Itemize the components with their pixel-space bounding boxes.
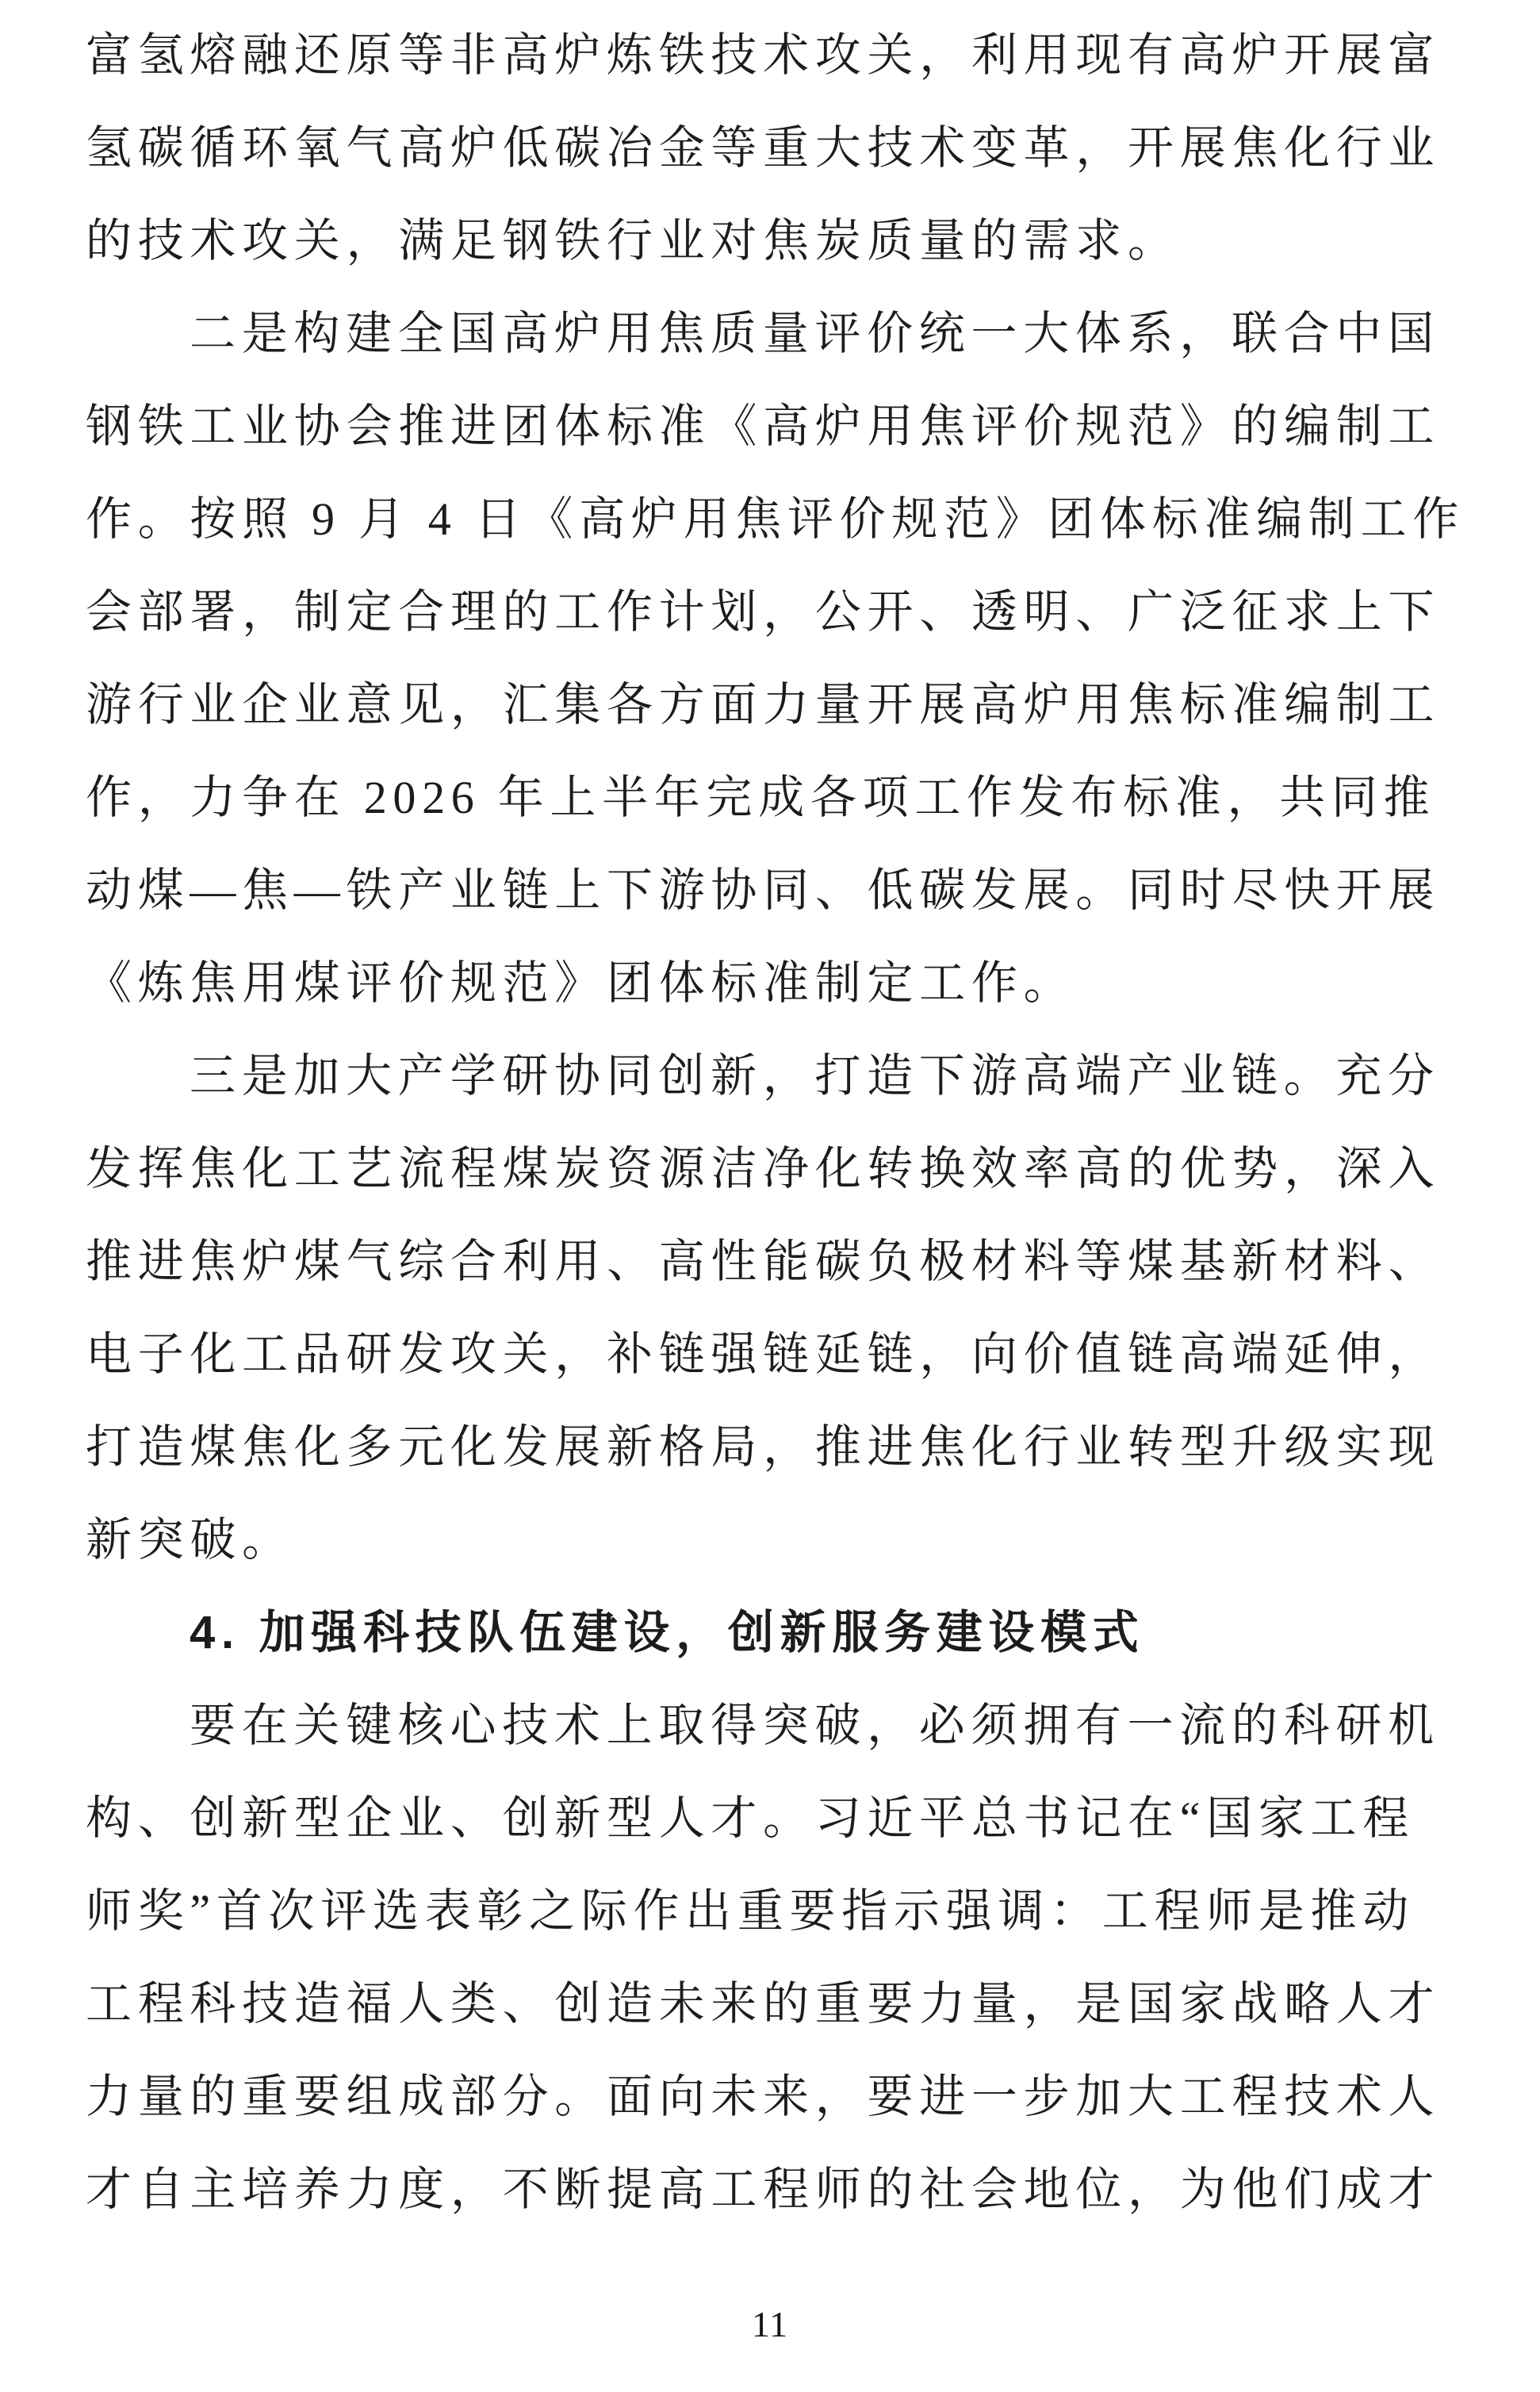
section-heading: 4. 加强科技队伍建设，创新服务建设模式 — [190, 1607, 1145, 1658]
text-line: 才自主培养力度，不断提高工程师的社会地位，为他们成才 — [86, 2164, 1441, 2215]
text-line: 发挥焦化工艺流程煤炭资源洁净化转换效率高的优势，深入 — [86, 1143, 1441, 1194]
text-line: 电子化工品研发攻关，补链强链延链，向价值链高端延伸， — [86, 1328, 1441, 1380]
text-line: 构、创新型企业、创新型人才。习近平总书记在“国家工程 — [86, 1792, 1415, 1844]
text-line: 《炼焦用煤评价规范》团体标准制定工作。 — [86, 957, 1076, 1009]
text-line: 游行业企业意见，汇集各方面力量开展高炉用焦标准编制工 — [86, 679, 1441, 730]
paragraph-first-line: 三是加大产学研协同创新，打造下游高端产业链。充分 — [190, 1050, 1440, 1102]
paragraph-first-line: 要在关键核心技术上取得突破，必须拥有一流的科研机 — [190, 1700, 1440, 1751]
text-line: 富氢熔融还原等非高炉炼铁技术攻关，利用现有高炉开展富 — [86, 29, 1441, 81]
text-line: 会部署，制定合理的工作计划，公开、透明、广泛征求上下 — [86, 586, 1441, 638]
paragraph-first-line: 二是构建全国高炉用焦质量评价统一大体系，联合中国 — [190, 308, 1440, 359]
document-body — [86, 9, 1465, 2236]
text-line: 钢铁工业协会推进团体标准《高炉用焦评价规范》的编制工 — [86, 401, 1441, 452]
text-line: 氢碳循环氧气高炉低碳冶金等重大技术变革，开展焦化行业 — [86, 122, 1441, 174]
page-number: 11 — [751, 2304, 789, 2344]
text-line: 的技术攻关，满足钢铁行业对焦炭质量的需求。 — [86, 215, 1180, 266]
text-line: 动煤—焦—铁产业链上下游协同、低碳发展。同时尽快开展 — [86, 864, 1441, 916]
text-line: 打造煤焦化多元化发展新格局，推进焦化行业转型升级实现 — [86, 1421, 1441, 1473]
text-line: 作。按照 9 月 4 日《高炉用焦评价规范》团体标准编制工作 — [86, 493, 1465, 545]
text-line: 新突破。 — [86, 1514, 294, 1566]
text-line: 力量的重要组成部分。面向未来，要进一步加大工程技术人 — [86, 2071, 1441, 2122]
text-line: 作，力争在 2026 年上半年完成各项工作发布标准，共同推 — [86, 772, 1436, 823]
text-line: 工程科技造福人类、创造未来的重要力量，是国家战略人才 — [86, 1978, 1441, 2030]
text-line: 推进焦炉煤气综合利用、高性能碳负极材料等煤基新材料、 — [86, 1236, 1441, 1287]
text-line: 师奖”首次评选表彰之际作出重要指示强调：工程师是推动 — [86, 1885, 1415, 1937]
